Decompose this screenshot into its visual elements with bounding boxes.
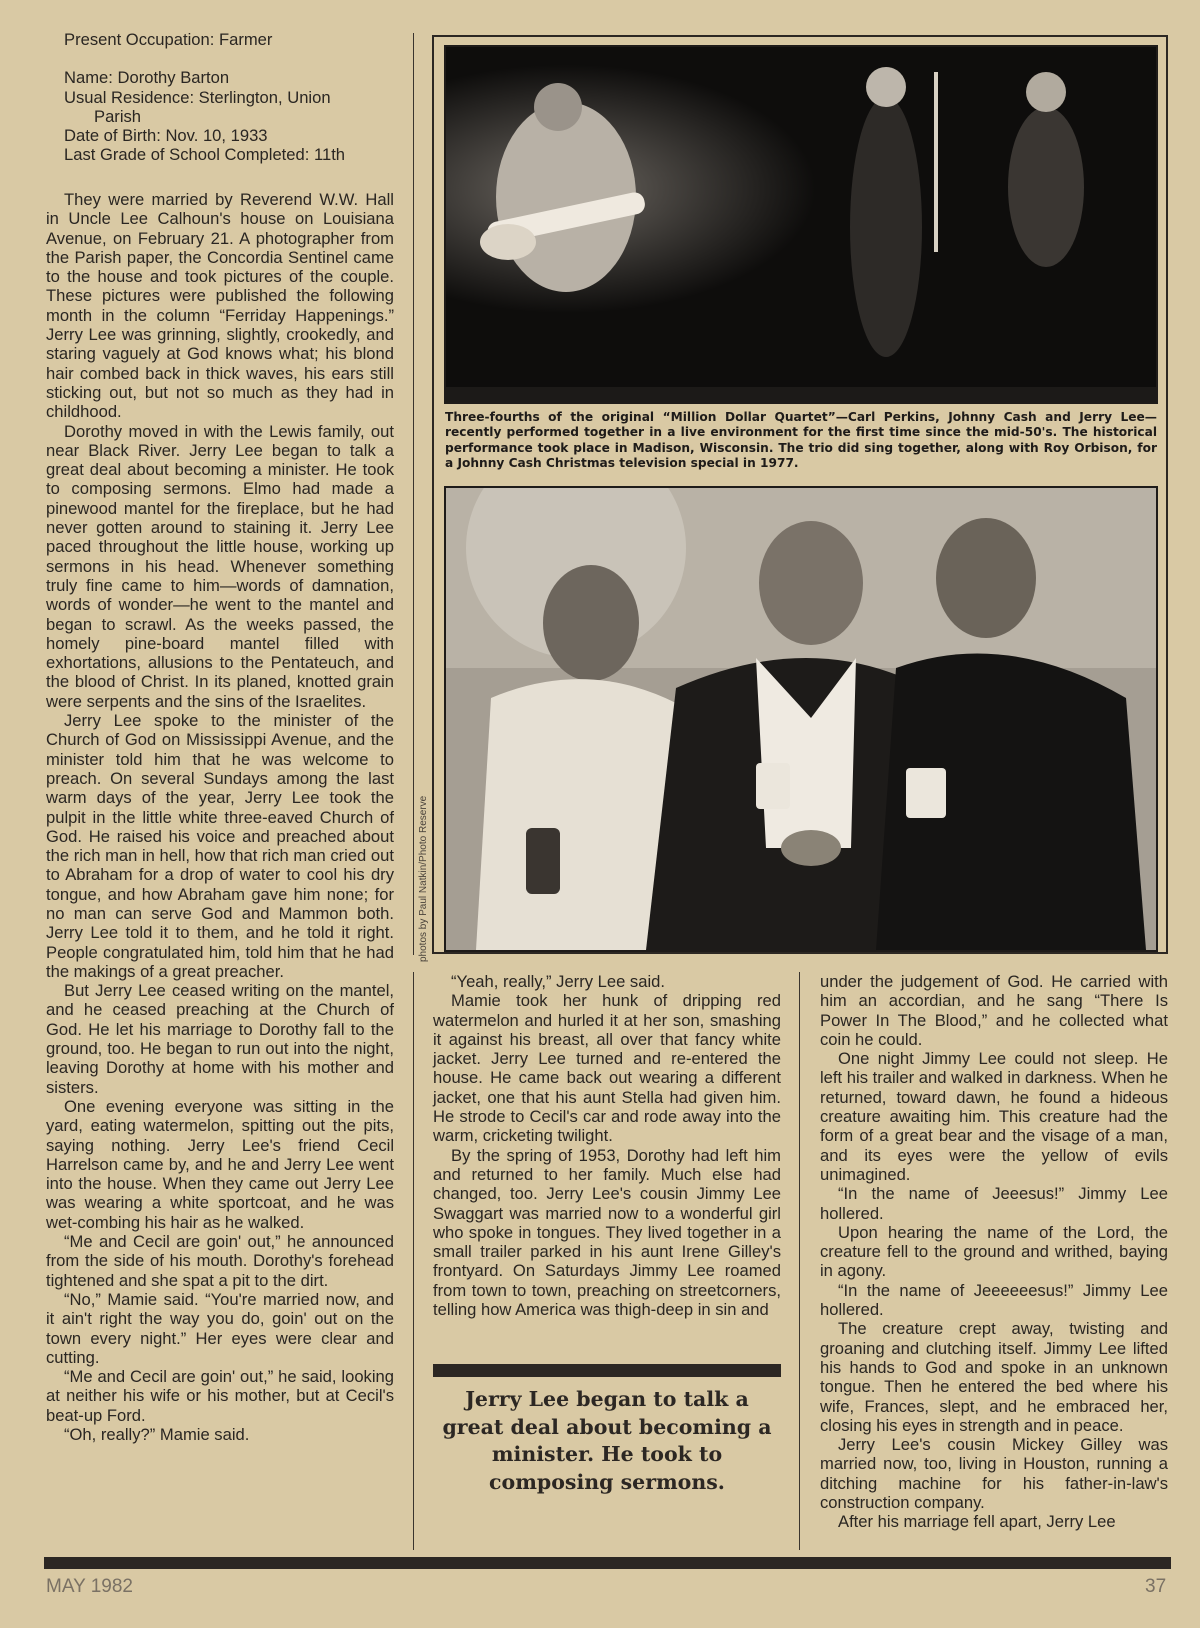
issue-date: MAY 1982	[46, 1576, 133, 1597]
record-name: Name: Dorothy Barton	[64, 68, 230, 88]
article-column-2	[433, 972, 781, 1319]
paragraph: Jerry Lee's cousin Mickey Gilley was married now, too, living in Houston, running a ditching machine for his father-in-law's construction company.	[820, 1435, 1168, 1513]
paragraph: “In the name of Jeeeeeesus!” Jimmy Lee hollered.	[820, 1280, 1168, 1320]
paragraph: One evening everyone was sitting in the yard, eating watermelon, spitting out the pits, saying nothing. Jerry Lee's friend Cecil Harrelson came by, and he and Jerry Lee went into the house. When they came out Jerry Lee was wearing a white sportcoat, and he was wet-combing his hair as he walked.	[46, 1096, 394, 1232]
paragraph: Mamie took her hunk of dripping red watermelon and hurled it at her son, smashing it against his breast, all over that fancy white jacket. Jerry Lee turned and re-entered the house. He came back out wearing a different jacket, one that his aunt Stella had given him. He strode to Cecil's car and rode away into the warm, cricketing twilight.	[433, 991, 781, 1146]
photo-credit: photos by Paul Natkin/Photo Reserve	[418, 795, 429, 962]
marriage-record	[64, 30, 394, 165]
paragraph: Jerry Lee spoke to the minister of the Church of God on Mississippi Avenue, and the minister told him that he was welcome to preach. On several Sundays among the last warm days of the year, Jerry Lee took the pulpit in the little white three-eaved Church of God. He raised his voice and preached about the rich man in hell, how that rich man cried out to Abraham for a drop of water to cool his dry tongue, and how Abraham gave him none; for no man can serve God and Mammon both. Jerry Lee told it to them, and he told it right. People congratulated him, told him that he had the makings of a great preacher.	[46, 711, 394, 981]
paragraph: They were married by Reverend W.W. Hall in Uncle Lee Calhoun's house on Louisiana Avenue, on February 21. A photographer from the Parish paper, the Concordia Sentinel came to the house and took pictures of the couple. These pictures were published the following month in the column “Ferriday Happenings.” Jerry Lee was grinning, slightly, crookedly, and staring vaguely at God knows what; his blond hair combed back in thick waves, his ears still sticking out, but not so much as they had in childhood.	[46, 190, 394, 422]
record-residence: Usual Residence: Sterlington, Union	[64, 87, 331, 107]
backstage-photo	[444, 486, 1158, 952]
record-school: Last Grade of School Completed: 11th	[64, 145, 346, 165]
paragraph: “No,” Mamie said. “You're married now, and it ain't right the way you do, goin' out on the town every night.” Her eyes were clear and cutting.	[46, 1289, 394, 1367]
record-dob: Date of Birth: Nov. 10, 1933	[64, 126, 268, 146]
article-column-3	[820, 972, 1168, 1532]
paragraph: under the judgement of God. He carried with him an accordian, and he sang “There Is Power In The Blood,” and he collected what coin he could.	[820, 972, 1168, 1049]
column-rule	[413, 33, 414, 955]
pullquote: Jerry Lee began to talk a great deal about becoming a minister. He took to composing sermons.	[442, 1387, 772, 1494]
paragraph: After his marriage fell apart, Jerry Lee	[838, 1512, 1116, 1532]
photo-caption: Three-fourths of the original “Million Dollar Quartet”—Carl Perkins, Johnny Cash and Jerry Lee—recently performed together in a live environment for the first time since the mid-50's. The historical performance took place in Madison, Wisconsin. The trio did sing together, along with Roy Orbison, for a Johnny Cash Christmas television special in 1977.	[445, 410, 1157, 471]
column-rule	[413, 972, 414, 1550]
paragraph: “Me and Cecil are goin' out,” he said, looking at neither his wife or his mother, but at Cecil's beat-up Ford.	[46, 1367, 394, 1425]
paragraph: But Jerry Lee ceased writing on the mantel, and he ceased preaching at the Church of God. He let his marriage to Dorothy fall to the ground, too. He began to run out into the night, leaving Dorothy at home with his mother and sisters.	[46, 981, 394, 1097]
record-residence-cont: Parish	[94, 106, 142, 126]
concert-photo-image	[446, 47, 1156, 402]
paragraph: By the spring of 1953, Dorothy had left him and returned to her family. Much else had changed, too. Jerry Lee's cousin Jimmy Lee Swaggart was married now to a wonderful girl who spoke in tongues. They lived together in a small trailer parked in his aunt Irene Gilley's frontyard. On Saturdays Jimmy Lee roamed from town to town, preaching on streetcorners, telling how America was thigh-deep in sin and	[433, 1145, 781, 1320]
paragraph: Upon hearing the name of the Lord, the creature fell to the ground and writhed, baying in agony.	[820, 1222, 1168, 1281]
paragraph: “In the name of Jeeesus!” Jimmy Lee hollered.	[820, 1184, 1168, 1223]
paragraph: “Oh, really?” Mamie said.	[64, 1425, 250, 1444]
paragraph: “Yeah, really,” Jerry Lee said.	[451, 972, 665, 991]
record-occupation: Present Occupation: Farmer	[64, 30, 273, 49]
page-number: 37	[1145, 1576, 1167, 1597]
backstage-photo-image	[446, 488, 1156, 950]
concert-photo	[444, 45, 1158, 404]
paragraph: The creature crept away, twisting and groaning and clutching itself. Jimmy Lee lifted his hands to God and spoke in an unknown tongue. Then he entered the bed where his wife, Frances, slept, and he embraced her, closing his eyes in strength and in peace.	[820, 1319, 1168, 1435]
paragraph: One night Jimmy Lee could not sleep. He left his trailer and walked in darkness. When he returned, toward dawn, he found a hideous creature awaiting him. This creature had the form of a great bear and the visage of a man, and its eyes were the yellow of evils unimagined.	[820, 1049, 1168, 1184]
pullquote-rule	[433, 1364, 781, 1377]
paragraph: “Me and Cecil are goin' out,” he announced from the side of his mouth. Dorothy's forehead tightened and she spat a pit to the dirt.	[46, 1232, 394, 1290]
article-column-1	[46, 190, 394, 1444]
paragraph: Dorothy moved in with the Lewis family, out near Black River. Jerry Lee began to talk a great deal about becoming a minister. He took to composing sermons. Elmo had made a pinewood mantel for the fireplace, but he had never gotten around to staining it. Jerry Lee paced throughout the little house, working up sermons in his head. Whenever something truly fine came to him—words of damnation, words of wonder—he went to the mantel and began to scrawl. As the weeks passed, the homely pine-board mantel filled with exhortations, allusions to the Pentateuch, and the blood of Christ. In its planed, knotted grain were serpents and the sins of the Israelites.	[46, 421, 394, 711]
column-rule	[799, 972, 800, 1550]
footer-rule	[44, 1557, 1171, 1569]
